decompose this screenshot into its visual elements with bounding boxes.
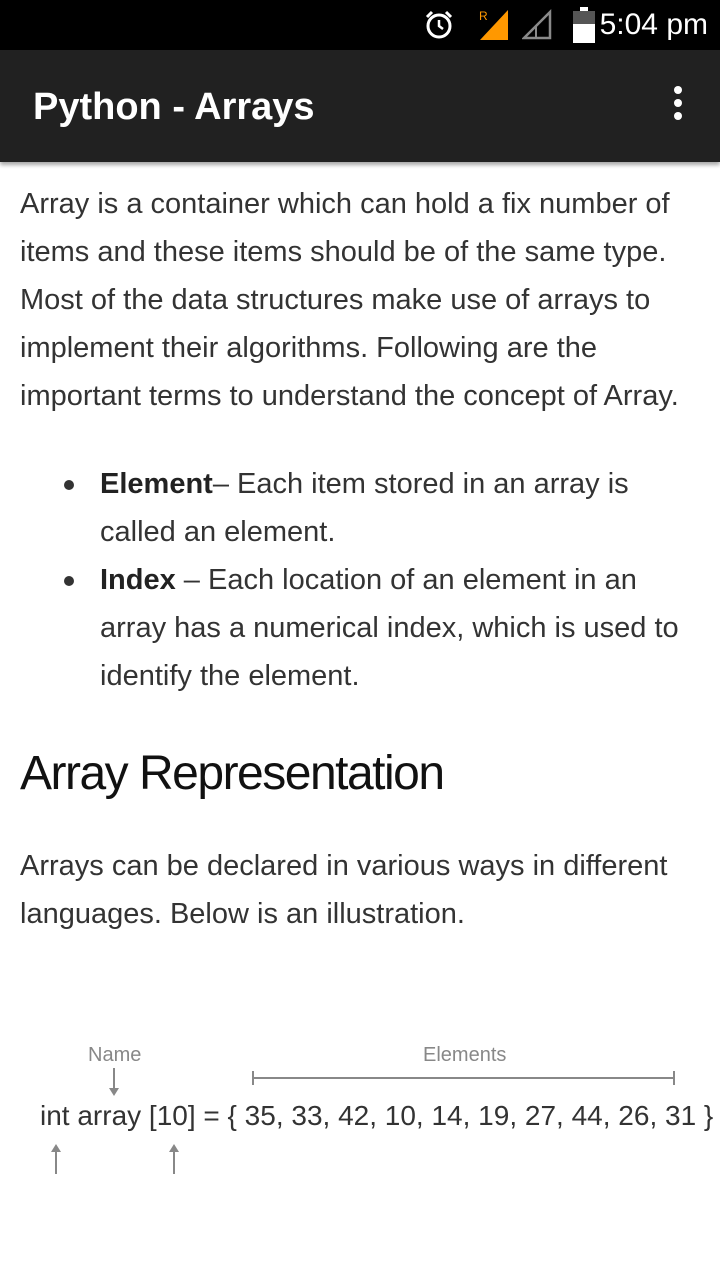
declaration-paragraph: Arrays can be declared in various ways in different languages. Below is an illustration. xyxy=(20,850,668,930)
term-index: Index xyxy=(100,564,176,596)
overflow-menu-icon[interactable] xyxy=(664,86,692,126)
intro-paragraph: Array is a container which can hold a fix number of items and these items should be of the same type. Most of the data structures make use of arrays to implement their algorithms. Following are the important terms to understand the concept of Array. xyxy=(20,188,679,412)
status-time: 5:04 pm xyxy=(599,8,708,41)
bullet-dot xyxy=(64,576,74,586)
up-arrow-icon xyxy=(48,1142,64,1174)
roaming-badge: R xyxy=(479,9,488,23)
elements-label: Elements xyxy=(423,1044,507,1066)
term-element: Element xyxy=(100,468,213,500)
article-content xyxy=(20,180,700,938)
elements-bracket xyxy=(250,1070,678,1086)
section-heading: Array Representation xyxy=(20,747,444,800)
alarm-icon xyxy=(423,9,455,41)
term-index-desc: Each location of an element in an array has a numerical index, which is used to identify the element. xyxy=(100,564,679,692)
name-label: Name xyxy=(88,1044,142,1066)
list-item: Index – Each location of an element in an array has a numerical index, which is used to identify the element. xyxy=(100,556,700,700)
terms-list xyxy=(20,460,700,700)
term-element-desc: Each item stored in an array is called an element. xyxy=(100,468,629,548)
status-bar xyxy=(0,0,720,50)
down-arrow-icon xyxy=(106,1068,122,1098)
page-title: Python - Arrays xyxy=(33,86,315,128)
array-declaration: int array [10] = { 35, 33, 42, 10, 14, 19, 27, 44, 26, 31 } xyxy=(40,1100,714,1131)
bullet-dot xyxy=(64,480,74,490)
battery-icon xyxy=(572,7,596,43)
signal-empty-icon xyxy=(522,8,552,40)
list-item: Element– Each item stored in an array is called an element. xyxy=(100,460,700,556)
up-arrow-icon xyxy=(166,1142,182,1174)
array-diagram xyxy=(0,1030,720,1180)
app-bar xyxy=(0,50,720,162)
signal-roaming-icon xyxy=(478,8,510,40)
